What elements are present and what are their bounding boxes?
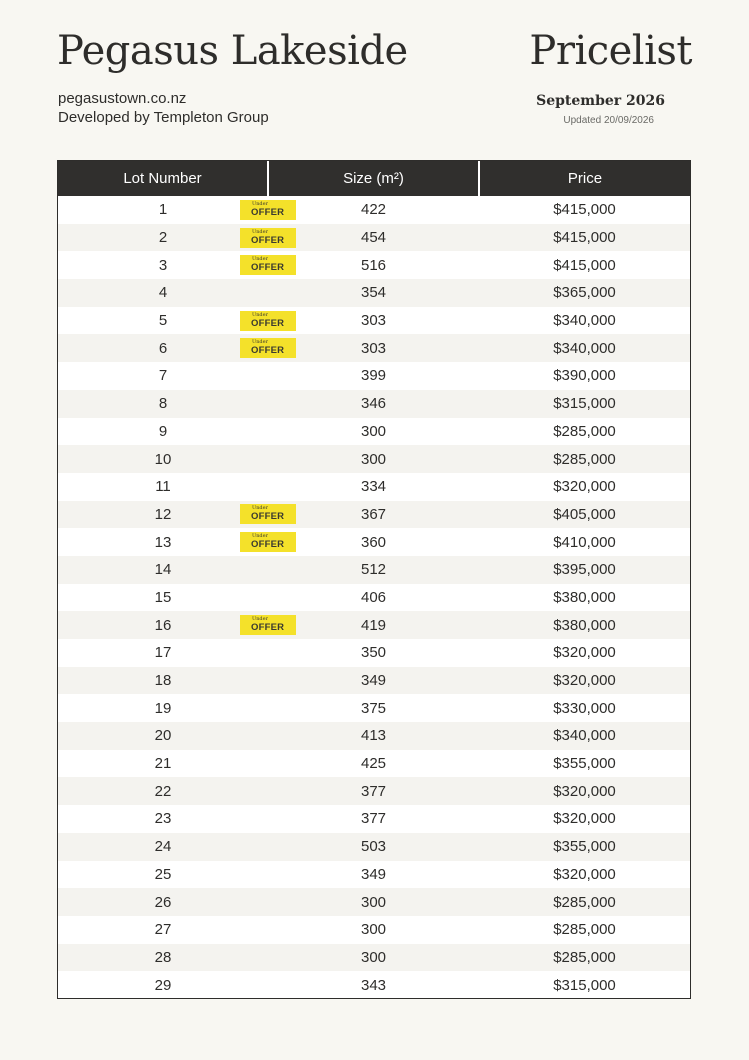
lot-cell xyxy=(58,611,285,639)
lot-number: 11 xyxy=(155,478,171,496)
lot-cell xyxy=(58,196,285,224)
table-row xyxy=(58,861,690,889)
under-offer-badge xyxy=(240,615,296,635)
price-cell: $365,000 xyxy=(479,279,690,307)
size-cell: 354 xyxy=(268,279,479,307)
lot-cell xyxy=(58,279,268,307)
price-cell: $285,000 xyxy=(479,888,690,916)
size-cell: 375 xyxy=(360,699,387,717)
price-cell: $320,000 xyxy=(479,777,690,805)
lot-number: 2 xyxy=(158,229,168,247)
price-cell: $315,000 xyxy=(479,390,690,418)
price-cell: $395,000 xyxy=(479,556,690,584)
lot-number: 6 xyxy=(158,339,168,357)
price-cell: $410,000 xyxy=(553,533,616,551)
badge-small-text: Under xyxy=(252,228,268,235)
size-cell: 303 xyxy=(360,312,387,330)
table-row xyxy=(58,473,690,501)
lot-cell xyxy=(58,639,268,667)
lot-cell xyxy=(58,833,268,861)
table-row xyxy=(58,445,690,473)
lot-cell xyxy=(58,473,268,501)
table-row xyxy=(58,418,690,446)
updated-date: Updated 20/09/2026 xyxy=(563,115,654,126)
lot-cell xyxy=(58,777,268,805)
lot-number: 13 xyxy=(154,533,172,551)
size-cell: 303 xyxy=(268,334,479,362)
lot-cell xyxy=(58,390,268,418)
lot-number: 5 xyxy=(158,312,168,330)
lot-cell xyxy=(58,944,268,972)
size-cell: 454 xyxy=(268,224,479,252)
table-row xyxy=(58,611,690,639)
badge-main-text: OFFER xyxy=(251,539,285,551)
under-offer-badge xyxy=(240,311,296,331)
lot-cell xyxy=(58,556,268,584)
size-cell: 300 xyxy=(360,422,387,440)
table-row xyxy=(58,334,690,362)
table-row xyxy=(58,777,690,805)
table-row xyxy=(58,501,690,529)
badge-main-text: OFFER xyxy=(251,206,285,218)
badge-main-text: OFFER xyxy=(251,262,285,274)
table-row xyxy=(58,944,690,972)
lot-number: 8 xyxy=(158,395,168,413)
lot-number: 9 xyxy=(158,422,168,440)
size-cell: 399 xyxy=(360,367,387,385)
lot-number: 23 xyxy=(154,810,172,828)
size-cell: 377 xyxy=(268,777,479,805)
badge-main-text: OFFER xyxy=(251,622,285,634)
lot-cell xyxy=(58,251,285,279)
size-cell: 512 xyxy=(268,556,479,584)
lot-cell xyxy=(58,224,285,252)
badge-small-text: Under xyxy=(252,311,268,318)
price-cell: $320,000 xyxy=(553,644,616,662)
price-cell: $415,000 xyxy=(479,224,690,252)
price-cell: $355,000 xyxy=(553,755,616,773)
lot-number: 3 xyxy=(158,256,168,274)
lot-number: 18 xyxy=(154,672,172,690)
badge-small-text: Under xyxy=(252,256,268,263)
table-row xyxy=(58,224,690,252)
lot-number: 24 xyxy=(154,838,172,856)
badge-small-text: Under xyxy=(252,339,268,346)
lot-cell xyxy=(58,805,268,833)
badge-main-text: OFFER xyxy=(251,234,285,246)
table-row xyxy=(58,528,690,556)
size-cell: 503 xyxy=(268,833,479,861)
size-cell: 350 xyxy=(360,644,387,662)
size-cell: 377 xyxy=(360,810,387,828)
table-row xyxy=(58,888,690,916)
lot-cell xyxy=(58,916,268,944)
price-cell: $285,000 xyxy=(479,445,690,473)
lot-cell xyxy=(58,667,268,695)
lot-cell xyxy=(58,307,285,335)
lot-cell xyxy=(58,584,268,612)
under-offer-badge xyxy=(240,200,296,220)
column-header-price: Price xyxy=(479,161,690,196)
developer-text: Developed by Templeton Group xyxy=(58,109,269,126)
size-cell: 349 xyxy=(360,865,387,883)
price-cell: $355,000 xyxy=(479,833,690,861)
lot-number: 16 xyxy=(154,616,172,634)
table-row xyxy=(58,639,690,667)
lot-cell xyxy=(58,362,268,390)
size-cell: 300 xyxy=(360,921,387,939)
lot-number: 29 xyxy=(154,976,172,994)
price-cell: $285,000 xyxy=(479,944,690,972)
lot-cell xyxy=(58,750,268,778)
lot-number: 1 xyxy=(158,201,168,219)
price-cell: $320,000 xyxy=(479,667,690,695)
price-cell: $315,000 xyxy=(553,976,616,994)
price-cell: $380,000 xyxy=(479,611,690,639)
badge-main-text: OFFER xyxy=(251,511,285,523)
table-row xyxy=(58,584,690,612)
size-cell: 419 xyxy=(268,611,479,639)
lot-number: 15 xyxy=(154,588,172,606)
size-cell: 413 xyxy=(268,722,479,750)
size-cell: 516 xyxy=(360,256,387,274)
table-row xyxy=(58,556,690,584)
price-cell: $330,000 xyxy=(553,699,616,717)
table-row xyxy=(58,694,690,722)
lot-cell xyxy=(58,888,268,916)
badge-small-text: Under xyxy=(252,200,268,207)
price-cell: $415,000 xyxy=(553,201,616,219)
badge-small-text: Under xyxy=(252,505,268,512)
price-cell: $320,000 xyxy=(553,478,616,496)
lot-number: 4 xyxy=(158,284,168,302)
lot-cell xyxy=(58,528,285,556)
size-cell: 422 xyxy=(360,201,387,219)
table-row xyxy=(58,722,690,750)
size-cell: 300 xyxy=(268,445,479,473)
table-row xyxy=(58,307,690,335)
price-cell: $320,000 xyxy=(553,865,616,883)
lot-cell xyxy=(58,334,285,362)
under-offer-badge xyxy=(240,532,296,552)
badge-small-text: Under xyxy=(252,616,268,623)
price-cell: $415,000 xyxy=(553,256,616,274)
size-cell: 343 xyxy=(360,976,387,994)
lot-cell xyxy=(58,694,268,722)
pricelist-table xyxy=(57,160,691,999)
page-title: Pegasus Lakeside xyxy=(57,28,408,74)
price-cell: $285,000 xyxy=(553,422,616,440)
price-cell: $340,000 xyxy=(553,312,616,330)
price-cell: $390,000 xyxy=(553,367,616,385)
table-row xyxy=(58,196,690,224)
table-row xyxy=(58,916,690,944)
table-row xyxy=(58,805,690,833)
lot-number: 27 xyxy=(154,921,172,939)
size-cell: 300 xyxy=(268,944,479,972)
size-cell: 406 xyxy=(360,588,387,606)
lot-number: 25 xyxy=(154,865,172,883)
table-row xyxy=(58,279,690,307)
column-header-lot: Lot Number xyxy=(58,161,268,196)
price-cell: $380,000 xyxy=(553,588,616,606)
table-row xyxy=(58,390,690,418)
lot-cell xyxy=(58,861,268,889)
column-header-size: Size (m²) xyxy=(268,161,479,196)
price-cell: $285,000 xyxy=(553,921,616,939)
website-link[interactable]: pegasustown.co.nz xyxy=(58,90,187,107)
lot-number: 21 xyxy=(154,755,172,773)
size-cell: 360 xyxy=(360,533,387,551)
under-offer-badge xyxy=(240,338,296,358)
size-cell: 300 xyxy=(268,888,479,916)
size-cell: 346 xyxy=(268,390,479,418)
size-cell: 349 xyxy=(268,667,479,695)
lot-number: 7 xyxy=(158,367,168,385)
price-cell: $320,000 xyxy=(553,810,616,828)
pricelist-month: September 2026 xyxy=(536,93,665,109)
lot-cell xyxy=(58,501,285,529)
size-cell: 425 xyxy=(360,755,387,773)
lot-number: 12 xyxy=(154,505,172,523)
table-header-row xyxy=(58,161,690,196)
table-row xyxy=(58,750,690,778)
lot-cell xyxy=(58,722,268,750)
under-offer-badge xyxy=(240,504,296,524)
table-row xyxy=(58,833,690,861)
size-cell: 334 xyxy=(360,478,387,496)
badge-small-text: Under xyxy=(252,533,268,540)
under-offer-badge xyxy=(240,228,296,248)
lot-cell xyxy=(58,445,268,473)
table-row xyxy=(58,667,690,695)
lot-number: 22 xyxy=(154,782,172,800)
lot-number: 17 xyxy=(154,644,172,662)
document-type: Pricelist xyxy=(529,28,692,74)
price-cell: $340,000 xyxy=(479,334,690,362)
lot-number: 26 xyxy=(154,893,172,911)
badge-main-text: OFFER xyxy=(251,345,285,357)
badge-main-text: OFFER xyxy=(251,317,285,329)
table-row xyxy=(58,971,690,999)
size-cell: 367 xyxy=(268,501,479,529)
lot-cell xyxy=(58,971,268,999)
lot-cell xyxy=(58,418,268,446)
table-row xyxy=(58,362,690,390)
lot-number: 19 xyxy=(154,699,172,717)
lot-number: 20 xyxy=(154,727,172,745)
table-row xyxy=(58,251,690,279)
lot-number: 28 xyxy=(154,948,172,966)
price-cell: $405,000 xyxy=(479,501,690,529)
under-offer-badge xyxy=(240,255,296,275)
lot-number: 10 xyxy=(154,450,172,468)
lot-number: 14 xyxy=(154,561,172,579)
price-cell: $340,000 xyxy=(479,722,690,750)
